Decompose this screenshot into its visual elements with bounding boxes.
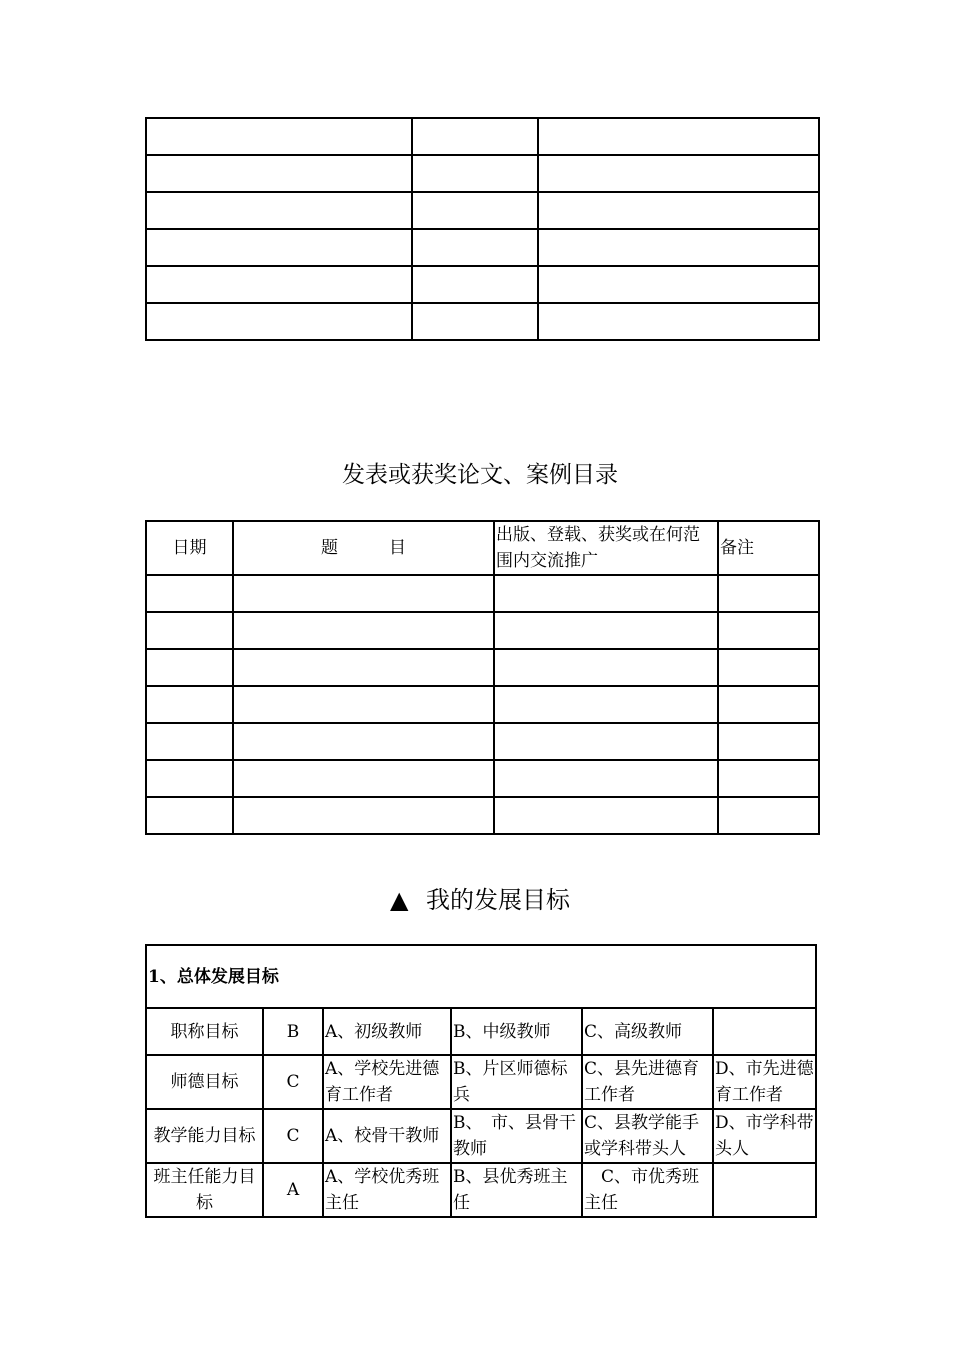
table-row xyxy=(146,612,819,649)
cell xyxy=(146,303,412,340)
cell xyxy=(718,612,819,649)
triangle-up-icon: ▲ xyxy=(389,886,409,914)
cell xyxy=(412,118,538,155)
goals-caption: 1、总体发展目标 xyxy=(146,945,816,1008)
cell xyxy=(146,723,233,760)
goal-row xyxy=(146,1055,816,1109)
cell xyxy=(146,266,412,303)
goal-label: 班主任能力目标 xyxy=(146,1163,263,1217)
goal-choice: A xyxy=(263,1163,323,1217)
cell xyxy=(718,649,819,686)
goal-option xyxy=(713,1008,816,1055)
goal-option: C、县先进德育工作者 xyxy=(582,1055,713,1109)
goal-option: B、 市、县骨干教师 xyxy=(451,1109,582,1163)
goal-option: C、高级教师 xyxy=(582,1008,713,1055)
cell xyxy=(146,118,412,155)
cell xyxy=(146,797,233,834)
header-notes: 备注 xyxy=(718,521,819,575)
cell xyxy=(146,686,233,723)
cell xyxy=(538,155,819,192)
cell xyxy=(233,723,494,760)
header-date: 日期 xyxy=(146,521,233,575)
table-row xyxy=(146,649,819,686)
table-row xyxy=(146,575,819,612)
goals-heading-text: 我的发展目标 xyxy=(426,886,571,914)
goal-option: D、市学科带头人 xyxy=(713,1109,816,1163)
cell xyxy=(494,649,718,686)
cell xyxy=(538,118,819,155)
table-row xyxy=(146,192,819,229)
cell xyxy=(538,192,819,229)
cell xyxy=(233,760,494,797)
caption-row xyxy=(146,945,816,1008)
table-row xyxy=(146,229,819,266)
table-header-row xyxy=(146,521,819,575)
blank-table xyxy=(145,117,820,341)
cell xyxy=(718,575,819,612)
goal-row xyxy=(146,1008,816,1055)
goal-option: A、学校先进德育工作者 xyxy=(323,1055,451,1109)
goals-table xyxy=(145,944,817,1218)
cell xyxy=(718,723,819,760)
papers-table xyxy=(145,520,820,835)
cell xyxy=(233,575,494,612)
goal-row xyxy=(146,1109,816,1163)
cell xyxy=(146,612,233,649)
goal-choice: C xyxy=(263,1109,323,1163)
goal-option: A、学校优秀班主任 xyxy=(323,1163,451,1217)
cell xyxy=(146,649,233,686)
cell xyxy=(146,192,412,229)
goal-option: A、校骨干教师 xyxy=(323,1109,451,1163)
cell xyxy=(146,155,412,192)
cell xyxy=(538,229,819,266)
table-row xyxy=(146,118,819,155)
goal-label: 职称目标 xyxy=(146,1008,263,1055)
cell xyxy=(412,266,538,303)
goal-row xyxy=(146,1163,816,1217)
table-row xyxy=(146,797,819,834)
header-title: 题 目 xyxy=(233,521,494,575)
goal-label: 教学能力目标 xyxy=(146,1109,263,1163)
cell xyxy=(718,686,819,723)
table-row xyxy=(146,686,819,723)
goals-heading xyxy=(0,880,960,915)
goal-option: A、初级教师 xyxy=(323,1008,451,1055)
cell xyxy=(494,575,718,612)
cell xyxy=(233,797,494,834)
cell xyxy=(146,229,412,266)
goal-choice: C xyxy=(263,1055,323,1109)
goal-option: B、片区师德标兵 xyxy=(451,1055,582,1109)
cell xyxy=(494,797,718,834)
goal-label: 师德目标 xyxy=(146,1055,263,1109)
header-publication: 出版、登载、获奖或在何范围内交流推广 xyxy=(494,521,718,575)
cell xyxy=(538,303,819,340)
goal-option: C、市优秀班主任 xyxy=(582,1163,713,1217)
cell xyxy=(412,229,538,266)
cell xyxy=(233,612,494,649)
cell xyxy=(233,649,494,686)
cell xyxy=(538,266,819,303)
cell xyxy=(718,760,819,797)
goal-option: B、中级教师 xyxy=(451,1008,582,1055)
table-row xyxy=(146,723,819,760)
cell xyxy=(146,760,233,797)
table-row xyxy=(146,155,819,192)
cell xyxy=(412,303,538,340)
cell xyxy=(146,575,233,612)
goal-option xyxy=(713,1163,816,1217)
cell xyxy=(494,760,718,797)
cell xyxy=(233,686,494,723)
goal-option: B、县优秀班主任 xyxy=(451,1163,582,1217)
cell xyxy=(494,723,718,760)
cell xyxy=(718,797,819,834)
cell xyxy=(494,612,718,649)
cell xyxy=(412,192,538,229)
cell xyxy=(494,686,718,723)
table-row xyxy=(146,303,819,340)
table-row xyxy=(146,266,819,303)
section-title: 发表或获奖论文、案例目录 xyxy=(342,462,618,488)
goal-option: C、县教学能手或学科带头人 xyxy=(582,1109,713,1163)
cell xyxy=(412,155,538,192)
table-row xyxy=(146,760,819,797)
goal-choice: B xyxy=(263,1008,323,1055)
goal-option: D、市先进德育工作者 xyxy=(713,1055,816,1109)
